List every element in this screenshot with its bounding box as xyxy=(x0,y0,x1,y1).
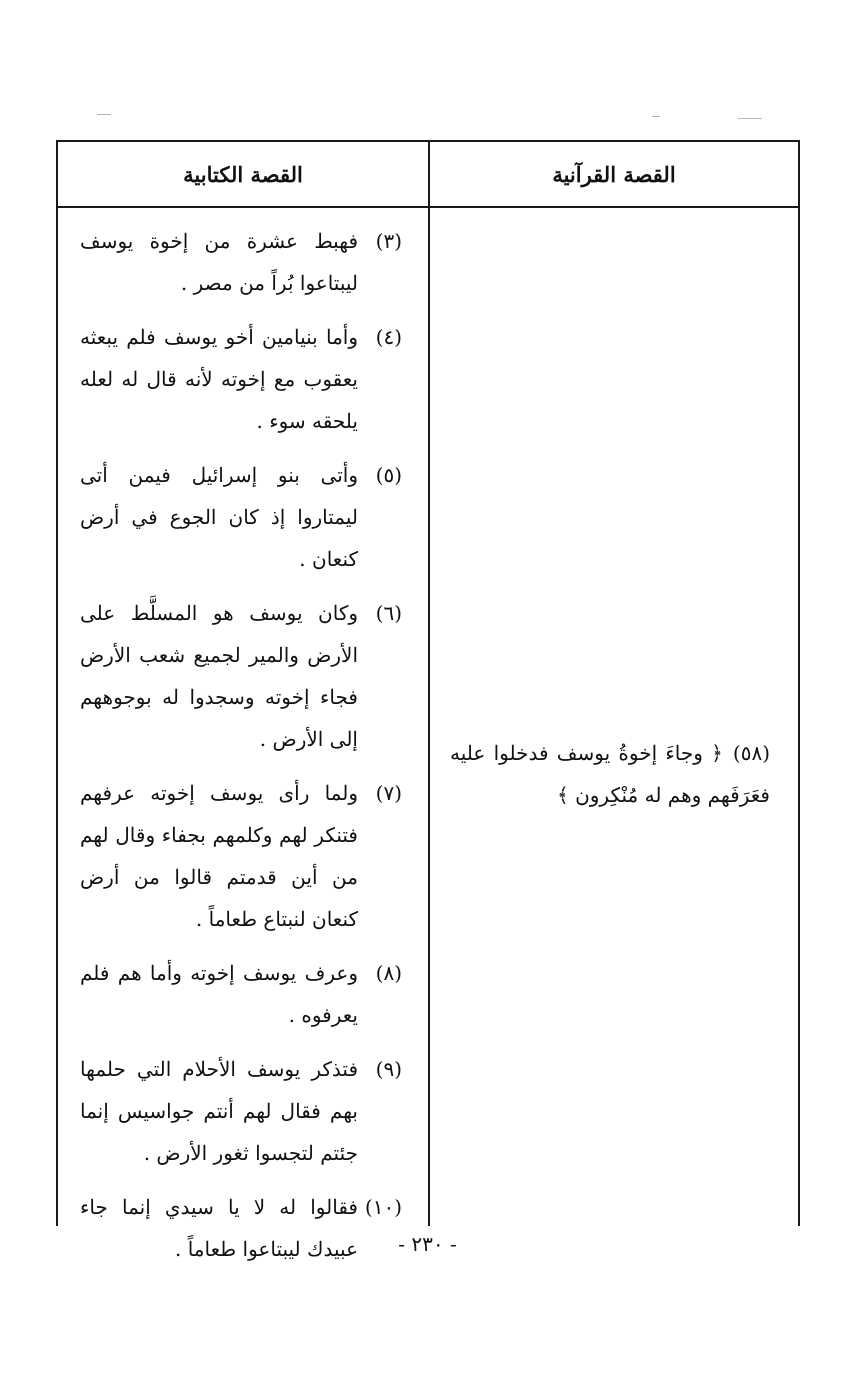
header-divider xyxy=(58,206,798,208)
verse-text: وعرف يوسف إخوته وأما هم فلم يعرفوه . xyxy=(80,961,358,1027)
column-divider xyxy=(428,142,430,1226)
biblical-verse xyxy=(58,1048,428,1174)
page-number: - ٢٣٠ - xyxy=(398,1232,457,1256)
biblical-verse xyxy=(58,316,428,442)
quran-verse xyxy=(430,732,798,816)
verse-text: فتذكر يوسف الأحلام التي حلمها بهم فقال لهم أنتم جواسيس إنما جئتم لتجسوا ثغور الأرض . xyxy=(80,1057,358,1165)
verse-text: وأما بنيامين أخو يوسف فلم يبعثه يعقوب مع إخوته لأنه قال له لعله يلحقه سوء . xyxy=(80,325,358,433)
verse-text: وأتى بنو إسرائيل فيمن أتى ليمتاروا إذ كان الجوع في أرض كنعان . xyxy=(80,463,358,571)
verse-text: وكان يوسف هو المسلَّط على الأرض والمير لجميع شعب الأرض فجاء إخوته وسجدوا له بوجوههم إلى الأرض . xyxy=(80,601,358,751)
header-quranic-story: القصة القرآنية xyxy=(552,161,676,187)
verse-text: فهبط عشرة من إخوة يوسف ليبتاعوا بُراً من مصر . xyxy=(80,229,358,295)
biblical-verse xyxy=(58,592,428,760)
biblical-verse xyxy=(58,772,428,940)
verse-number: (٩) xyxy=(375,1057,402,1081)
verse-text: ﴿ وجاءَ إخوةُ يوسف فدخلوا عليه فعَرَفَهم وهم له مُنْكِرون ﴾ xyxy=(450,741,770,807)
verse-number: (٨) xyxy=(375,961,402,985)
verse-number: (٣) xyxy=(375,229,402,253)
verse-number: (٦) xyxy=(375,601,402,625)
biblical-verse xyxy=(58,952,428,1036)
biblical-verse xyxy=(58,454,428,580)
biblical-verses xyxy=(58,220,428,1282)
verse-number: (١٠) xyxy=(364,1195,402,1219)
scan-mark xyxy=(652,116,660,117)
verse-text: ولما رأى يوسف إخوته عرفهم فتنكر لهم وكلمهم بجفاء وقال لهم من أين قدمتم قالوا من أرض كنعان لنبتاع طعاماً . xyxy=(80,781,358,931)
verse-number: (٥) xyxy=(375,463,402,487)
verse-text: فقالوا له لا يا سيدي إنما جاء عبيدك ليبتاعوا طعاماً . xyxy=(80,1195,358,1261)
scan-mark xyxy=(97,114,111,115)
verse-number: (٥٨) xyxy=(732,741,770,765)
scan-mark xyxy=(738,118,762,119)
biblical-verse xyxy=(58,1186,428,1270)
verse-number: (٧) xyxy=(375,781,402,805)
biblical-verse xyxy=(58,220,428,304)
verse-number: (٤) xyxy=(375,325,402,349)
header-biblical-story: القصة الكتابية xyxy=(183,161,303,187)
